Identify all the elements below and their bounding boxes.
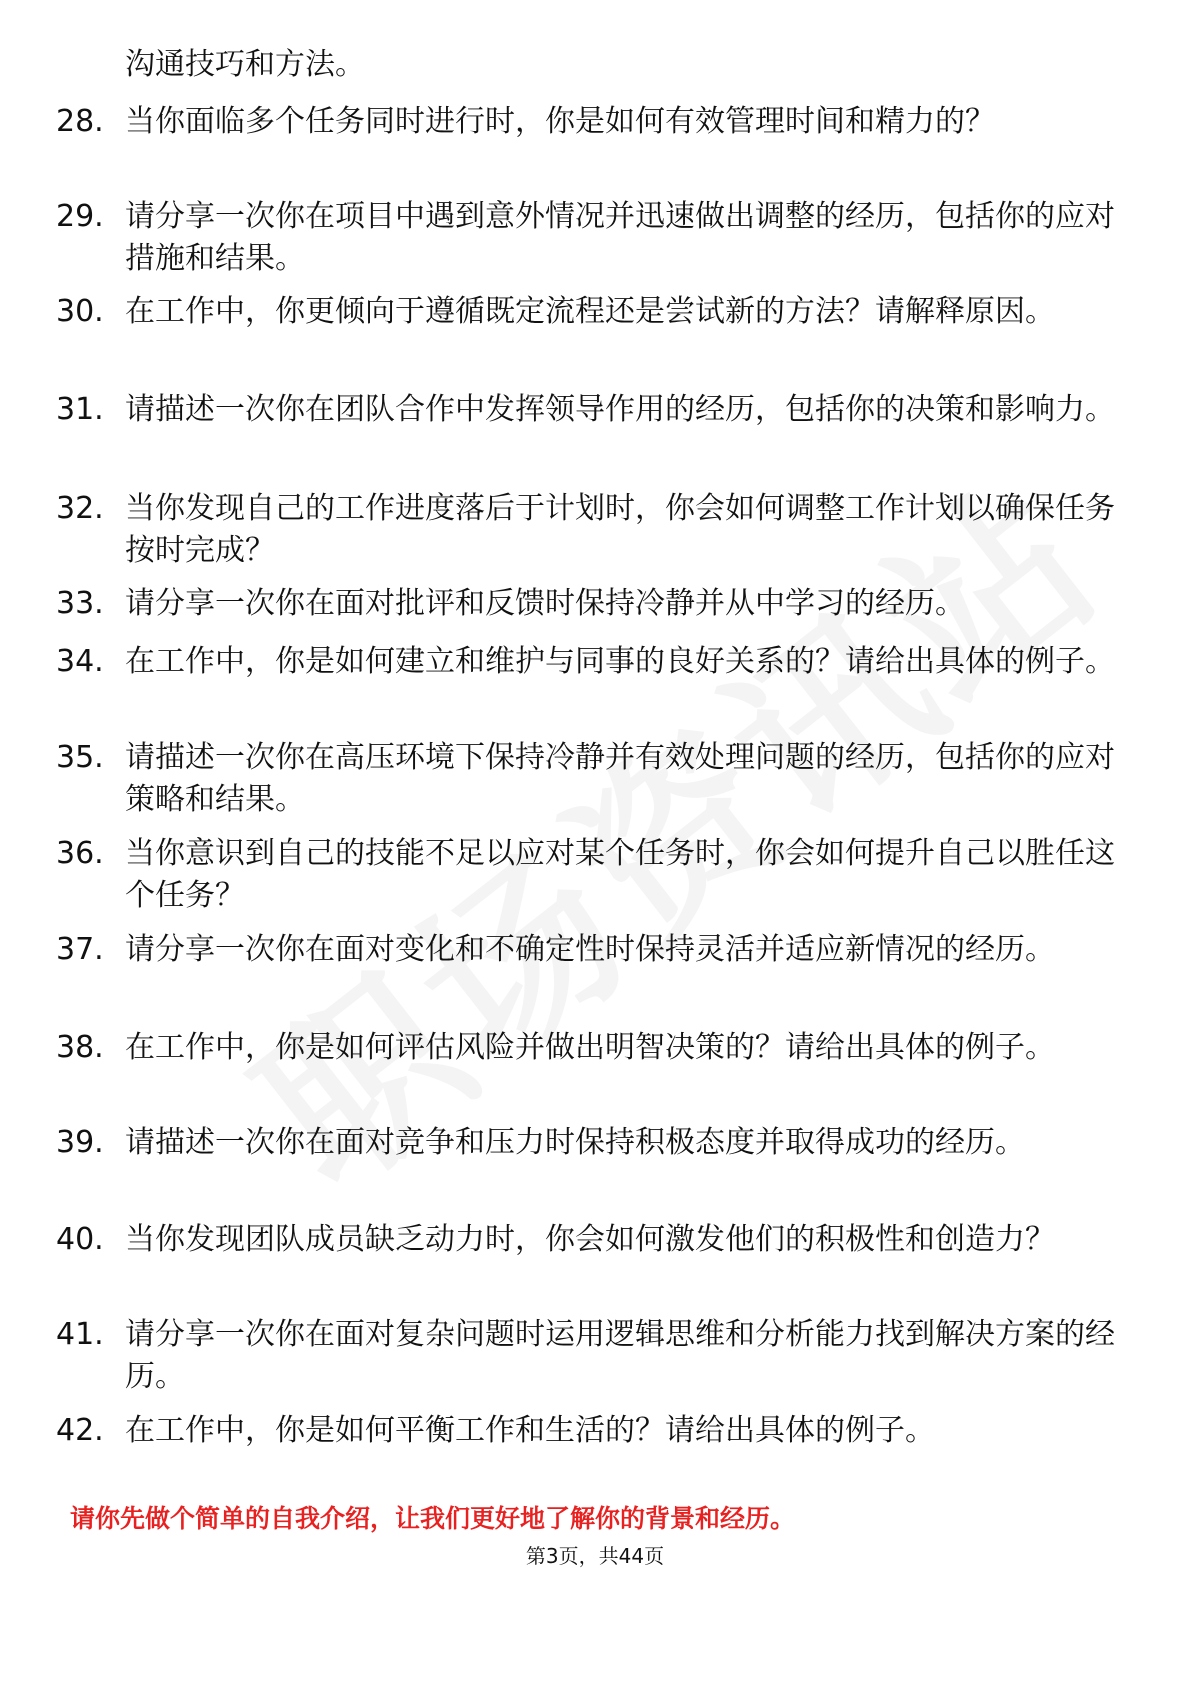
question-item	[56, 737, 1116, 821]
question-number: 28.	[56, 104, 104, 139]
question-item	[56, 1027, 1116, 1069]
question-item	[56, 101, 1116, 143]
page-footer: 第3页，共44页	[525, 1544, 665, 1568]
question-item	[56, 196, 1116, 280]
question-number: 38.	[56, 1030, 104, 1065]
question-item	[56, 1219, 1116, 1261]
question-number: 37.	[56, 932, 104, 967]
question-text: 请分享一次你在项目中遇到意外情况并迅速做出调整的经历，包括你的应对措施和结果。	[125, 199, 1115, 276]
question-item	[56, 833, 1116, 917]
question-number: 39.	[56, 1125, 104, 1160]
question-number: 41.	[56, 1317, 104, 1352]
question-item	[56, 389, 1116, 431]
question-text: 请分享一次你在面对批评和反馈时保持冷静并从中学习的经历。	[125, 586, 965, 621]
question-text: 当你意识到自己的技能不足以应对某个任务时，你会如何提升自己以胜任这个任务？	[125, 836, 1115, 913]
question-item	[56, 488, 1116, 572]
question-number: 31.	[56, 392, 104, 427]
question-number: 34.	[56, 644, 104, 679]
question-text: 当你发现团队成员缺乏动力时，你会如何激发他们的积极性和创造力？	[125, 1222, 1055, 1257]
question-number: 42.	[56, 1413, 104, 1448]
question-text: 当你面临多个任务同时进行时，你是如何有效管理时间和精力的？	[125, 104, 995, 139]
question-item	[56, 929, 1116, 971]
question-text: 在工作中，你是如何平衡工作和生活的？请给出具体的例子。	[125, 1413, 935, 1448]
question-item	[56, 1410, 1116, 1452]
question-text: 请分享一次你在面对复杂问题时运用逻辑思维和分析能力找到解决方案的经历。	[125, 1317, 1115, 1394]
question-text: 在工作中，你是如何评估风险并做出明智决策的？请给出具体的例子。	[125, 1030, 1055, 1065]
question-item	[56, 641, 1116, 683]
question-number: 29.	[56, 199, 104, 234]
question-text: 请描述一次你在面对竞争和压力时保持积极态度并取得成功的经历。	[125, 1125, 1025, 1160]
question-text: 请分享一次你在面对变化和不确定性时保持灵活并适应新情况的经历。	[125, 932, 1055, 967]
question-text: 在工作中，你是如何建立和维护与同事的良好关系的？请给出具体的例子。	[125, 644, 1115, 679]
question-text: 请描述一次你在团队合作中发挥领导作用的经历，包括你的决策和影响力。	[125, 392, 1115, 427]
highlight-intro-text: 请你先做个简单的自我介绍，让我们更好地了解你的背景和经历。	[70, 1504, 796, 1533]
question-text: 当你发现自己的工作进度落后于计划时，你会如何调整工作计划以确保任务按时完成？	[125, 491, 1115, 568]
continuation-text: 沟通技巧和方法。	[125, 47, 365, 82]
question-number: 33.	[56, 586, 104, 621]
question-number: 32.	[56, 491, 104, 526]
question-item	[56, 1314, 1116, 1398]
question-item	[56, 291, 1116, 333]
question-number: 30.	[56, 294, 104, 329]
question-item	[56, 1122, 1116, 1164]
question-text: 在工作中，你更倾向于遵循既定流程还是尝试新的方法？请解释原因。	[125, 294, 1055, 329]
question-number: 36.	[56, 836, 104, 871]
question-number: 35.	[56, 740, 104, 775]
question-number: 40.	[56, 1222, 104, 1257]
question-text: 请描述一次你在高压环境下保持冷静并有效处理问题的经历，包括你的应对策略和结果。	[125, 740, 1115, 817]
question-item	[56, 583, 1116, 625]
